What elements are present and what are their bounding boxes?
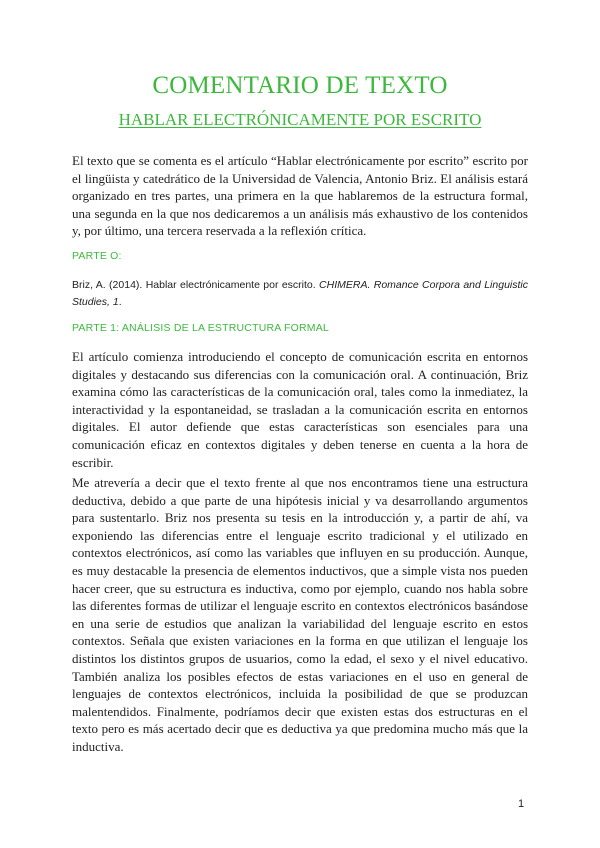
intro-paragraph: El texto que se comenta es el artículo “Hablar electrónicamente por escrito” escrito por el lingüista y catedrático de la Universidad de Valencia, Antonio Briz. El análisis estará organizado en tres partes, una primera en la que hablaremos de la estructura formal, una segunda en la que nos dedicaremos a un análisis más exhaustivo de los contenidos y, por último, una tercera reservada a la reflexión crítica.: [72, 153, 528, 239]
page-number: 1: [518, 798, 525, 810]
reference-end: .: [118, 295, 122, 308]
paragraph-structure-intro: El artículo comienza introduciendo el concepto de comunicación escrita en entornos digitales y destacando sus diferencias con la comunicación oral. A continuación, Briz examina cómo las características de la comunicación oral, tales como la inmediatez, la interactividad y la espontaneidad, se trasladan a la comunicación escrita en entornos digitales. El autor defiende que estas características son esenciales para una comunicación eficaz en contextos digitales y deben tenerse en cuenta a la hora de escribir.: [72, 349, 528, 470]
part1-heading: PARTE 1: ANÁLISIS DE LA ESTRUCTURA FORMAL: [72, 322, 329, 334]
bibliographic-reference: [72, 277, 528, 310]
part0-heading: PARTE O:: [72, 250, 122, 262]
document-title: COMENTARIO DE TEXTO: [152, 72, 448, 99]
reference-text: Briz, A. (2014). Hablar electrónicamente por escrito.: [72, 279, 320, 291]
document-subtitle: HABLAR ELECTRÓNICAMENTE POR ESCRITO: [118, 110, 482, 129]
reference-journal: CHIMERA. Romance Corpora and Linguistic Studies, 1: [72, 279, 528, 308]
paragraph-structure-analysis: Me atrevería a decir que el texto frente al que nos encontramos tiene una estructura deductiva, debido a que parte de una hipótesis inicial y va desarrollando argumentos para sustentarlo. Briz nos presenta su tesis en la introducción y, a partir de ahí, va exponiendo las diferencias entre el lenguaje escrito tradicional y el utilizado en contextos electrónicos, así como las variables que influyen en su producción. Aunque, es muy destacable la presencia de elementos inductivos, que a simple vista nos pueden hacer creer, que su estructura es inductiva, como por ejemplo, cuando nos habla sobre las diferentes formas de utilizar el lenguaje escrito en contextos electrónicos basándose en una serie de estudios que analizan la variabilidad del lenguaje escrito en estos contextos. Señala que existen variaciones en la forma en que utilizan el lenguaje los distintos los distintos grupos de usuarios, como la edad, el sexo y el nivel educativo. También analiza los posibles efectos de estas variaciones en el uso en general de lenguajes de contextos electrónicos, incluida la posibilidad de que se produzcan malentendidos. Finalmente, podríamos decir que existen estas dos estructuras en el texto pero es más acertado decir que es deductiva ya que predomina mucho más que la inductiva.: [72, 475, 528, 754]
